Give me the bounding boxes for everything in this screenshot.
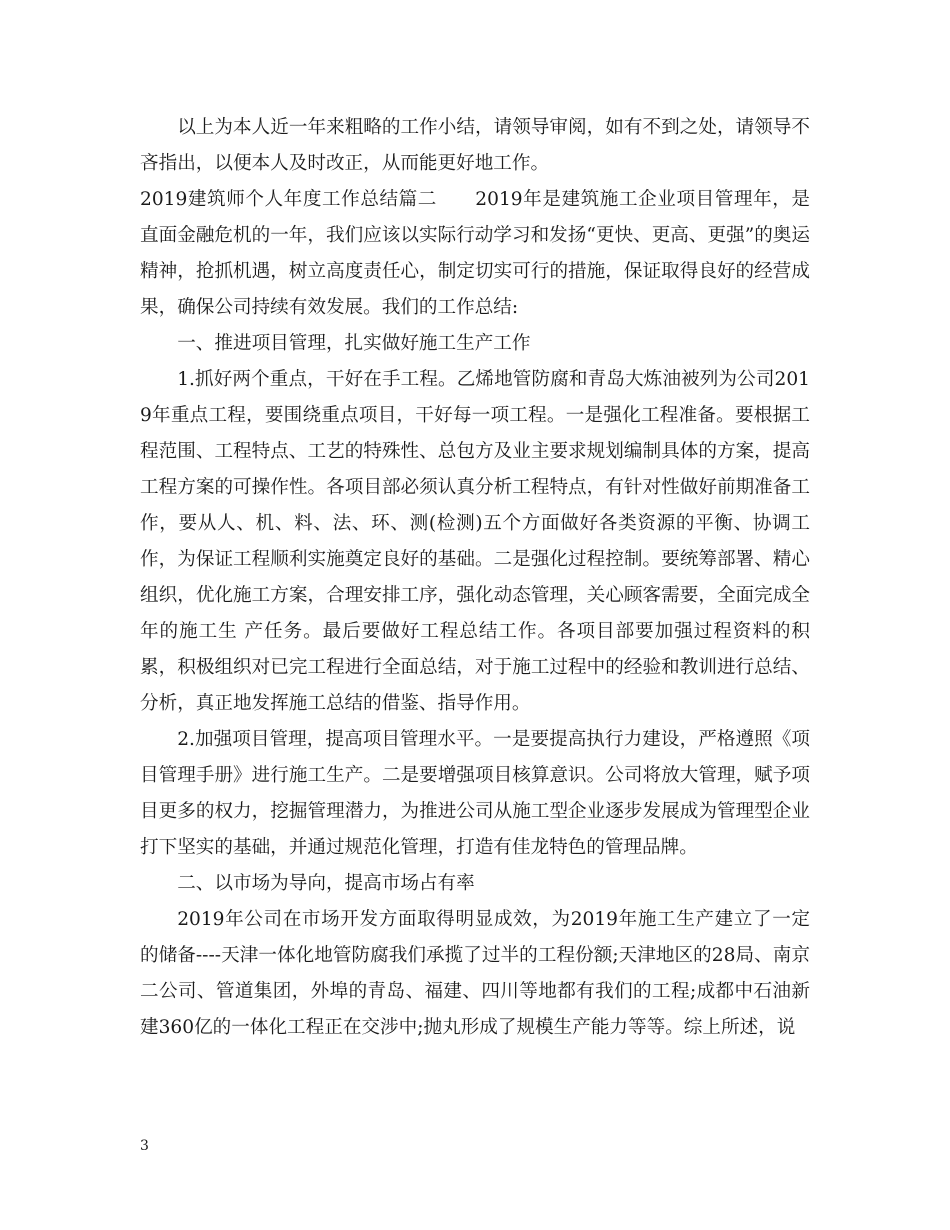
page-number: 3 — [140, 1138, 149, 1154]
paragraph-key-projects: 1.抓好两个重点，干好在手工程。乙烯地管防腐和青岛大炼油被列为公司2019年重点工程，要围绕重点项目，干好每一项工程。一是强化工程准备。要根据工程范围、工程特点、工艺的特殊性、总包方及业主要求规划编制具体的方案，提高工程方案的可操作性。各项目部必须认真分析工程特点，有针对性做好前期准备工作，要从人、机、料、法、环、测(检测)五个方面做好各类资源的平衡、协调工作，为保证工程顺利实施奠定良好的基础。二是强化过程控制。要统筹部署、精心组织，优化施工方案，合理安排工序，强化动态管理，关心顾客需要，全面完成全年的施工生 产任务。最后要做好工程总结工作。各项目部要加强过程资料的积累，积极组织对已完工程进行全面总结，对于施工过程中的经验和教训进行总结、分析，真正地发挥施工总结的借鉴、指导作用。 — [140, 369, 810, 714]
paragraph-closing-remark: 以上为本人近一年来粗略的工作小结，请领导审阅，如有不到之处，请领导不吝指出，以便本人及时改正，从而能更好地工作。 — [140, 117, 810, 174]
paragraph-management-level: 2.加强项目管理，提高项目管理水平。一是要提高执行力建设，严格遵照《项目管理手册》进行施工生产。二是要增强项目核算意识。公司将放大管理，赋予项目更多的权力，挖掘管理潜力，为推进公司从施工型企业逐步发展成为管理型企业打下坚实的基础，并通过规范化管理，打造有佳龙特色的管理品牌。 — [140, 729, 810, 858]
heading-market-share: 二、以市场为导向，提高市场占有率 — [177, 873, 475, 894]
paragraph-section-intro: 2019建筑师个人年度工作总结篇二 2019年是建筑施工企业项目管理年，是直面金融危机的一年，我们应该以实际行动学习和发扬“更快、更高、更强”的奥运精神，抢抓机遇，树立高度责任心，制定切实可行的措施，保证取得良好的经营成果，确保公司持续有效发展。我们的工作总结: — [140, 189, 810, 318]
paragraph-market-development: 2019年公司在市场开发方面取得明显成效，为2019年施工生产建立了一定的储备----天津一体化地管防腐我们承揽了过半的工程份额;天津地区的28局、南京二公司、管道集团，外埠的青岛、福建、四川等地都有我们的工程;成都中石油新建360亿的一体化工程正在交涉中;抛丸形成了规模生产能力等等。综上所述，说 — [140, 909, 810, 1038]
heading-project-management: 一、推进项目管理，扎实做好施工生产工作 — [177, 333, 531, 354]
document-body — [140, 110, 810, 1046]
